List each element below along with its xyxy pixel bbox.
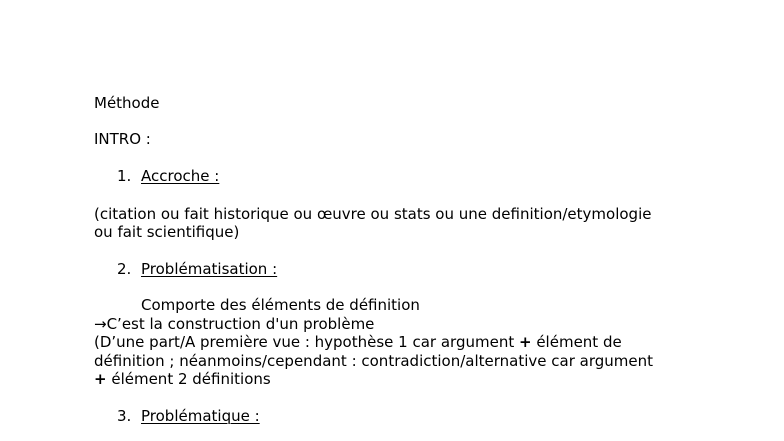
paragraph-accroche-line-2: ou fait scientifique): [94, 223, 240, 241]
paragraph-accroche-line-1: (citation ou fait historique ou œuvre ou stats ou une definition/etymologie: [94, 205, 652, 223]
list-item-accroche: Accroche :: [141, 167, 220, 185]
paragraph-hypothesis-line: [94, 333, 622, 351]
paragraph-arrow-line: [94, 315, 374, 333]
document-title: Méthode: [94, 94, 160, 112]
list-item-problematique: Problématique :: [141, 407, 260, 425]
definitions-text: élément 2 définitions: [106, 370, 271, 388]
plus-icon: +: [518, 333, 532, 351]
intro-heading: INTRO :: [94, 130, 151, 148]
paragraph-definition-line: Comporte des éléments de définition: [141, 296, 420, 314]
list-number-1: 1.: [117, 167, 132, 185]
paragraph-definitions-line: [94, 370, 271, 388]
arrow-right-icon: →: [94, 315, 107, 333]
hypothesis-end-text: élément de: [531, 333, 622, 351]
hypothesis-text: (D’une part/A première vue : hypothèse 1 car argument: [94, 333, 519, 351]
paragraph-contradiction-line: définition ; néanmoins/cependant : contradiction/alternative car argument: [94, 352, 653, 370]
list-item-problematisation: Problématisation :: [141, 260, 278, 278]
list-number-2: 2.: [117, 260, 132, 278]
list-number-3: 3.: [117, 407, 132, 425]
construction-text: C’est la construction d'un problème: [106, 315, 375, 333]
plus-icon: +: [94, 370, 107, 388]
